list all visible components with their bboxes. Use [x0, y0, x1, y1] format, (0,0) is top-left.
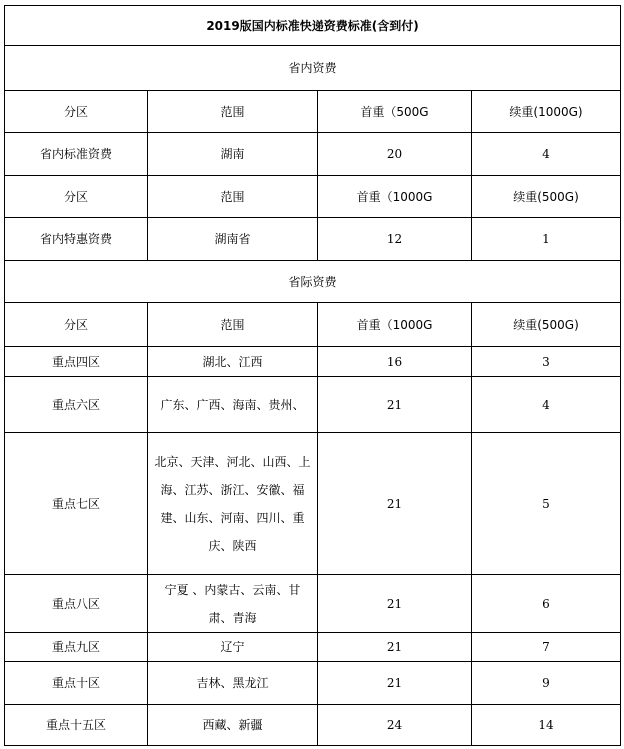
first-weight-cell: 24 [318, 705, 472, 746]
first-weight-cell: 21 [318, 433, 472, 575]
first-weight-cell: 20 [318, 133, 472, 176]
continued-weight-cell: 14 [472, 705, 621, 746]
header-continued-weight: 续重(500G) [472, 176, 621, 218]
header-range: 范围 [148, 303, 318, 347]
range-cell: 北京、天津、河北、山西、上海、江苏、浙江、安徽、福建、山东、河南、四川、重庆、陕西 [148, 433, 318, 575]
range-cell: 湖北、江西 [148, 347, 318, 377]
header-first-weight: 首重（500G [318, 91, 472, 133]
header-zone: 分区 [5, 91, 148, 133]
rate-table [4, 5, 621, 746]
intra-header-row-2 [5, 176, 621, 218]
range-cell: 宁夏 、内蒙古、云南、甘肃、青海 [148, 575, 318, 633]
zone-cell: 重点四区 [5, 347, 148, 377]
intra-special-row [5, 218, 621, 261]
range-cell: 西藏、新疆 [148, 705, 318, 746]
continued-weight-cell: 1 [472, 218, 621, 261]
range-cell: 辽宁 [148, 633, 318, 662]
first-weight-cell: 21 [318, 662, 472, 705]
continued-weight-cell: 5 [472, 433, 621, 575]
continued-weight-cell: 4 [472, 377, 621, 433]
continued-weight-cell: 6 [472, 575, 621, 633]
range-cell: 吉林、黑龙江 [148, 662, 318, 705]
header-range: 范围 [148, 176, 318, 218]
table-row [5, 705, 621, 746]
section-inter-label: 省际资费 [5, 261, 621, 303]
zone-cell: 重点十五区 [5, 705, 148, 746]
continued-weight-cell: 4 [472, 133, 621, 176]
first-weight-cell: 12 [318, 218, 472, 261]
zone-cell: 重点六区 [5, 377, 148, 433]
inter-header-row [5, 303, 621, 347]
zone-cell: 重点十区 [5, 662, 148, 705]
zone-cell: 重点八区 [5, 575, 148, 633]
header-range: 范围 [148, 91, 318, 133]
continued-weight-cell: 9 [472, 662, 621, 705]
table-title: 2019版国内标准快递资费标准(含到付) [5, 6, 621, 46]
first-weight-cell: 16 [318, 347, 472, 377]
header-continued-weight: 续重(1000G) [472, 91, 621, 133]
zone-cell: 省内特惠资费 [5, 218, 148, 261]
range-cell: 湖南 [148, 133, 318, 176]
first-weight-cell: 21 [318, 377, 472, 433]
header-zone: 分区 [5, 303, 148, 347]
table-row [5, 575, 621, 633]
zone-cell: 省内标准资费 [5, 133, 148, 176]
header-first-weight: 首重（1000G [318, 303, 472, 347]
header-zone: 分区 [5, 176, 148, 218]
section-intra-label: 省内资费 [5, 46, 621, 91]
zone-cell: 重点九区 [5, 633, 148, 662]
intra-header-row-1 [5, 91, 621, 133]
first-weight-cell: 21 [318, 575, 472, 633]
table-row [5, 347, 621, 377]
table-row [5, 633, 621, 662]
table-row [5, 377, 621, 433]
table-row [5, 662, 621, 705]
header-first-weight: 首重（1000G [318, 176, 472, 218]
header-continued-weight: 续重(500G) [472, 303, 621, 347]
range-cell: 湖南省 [148, 218, 318, 261]
range-cell: 广东、广西、海南、贵州、 [148, 377, 318, 433]
zone-cell: 重点七区 [5, 433, 148, 575]
continued-weight-cell: 3 [472, 347, 621, 377]
table-row [5, 433, 621, 575]
first-weight-cell: 21 [318, 633, 472, 662]
intra-standard-row [5, 133, 621, 176]
continued-weight-cell: 7 [472, 633, 621, 662]
